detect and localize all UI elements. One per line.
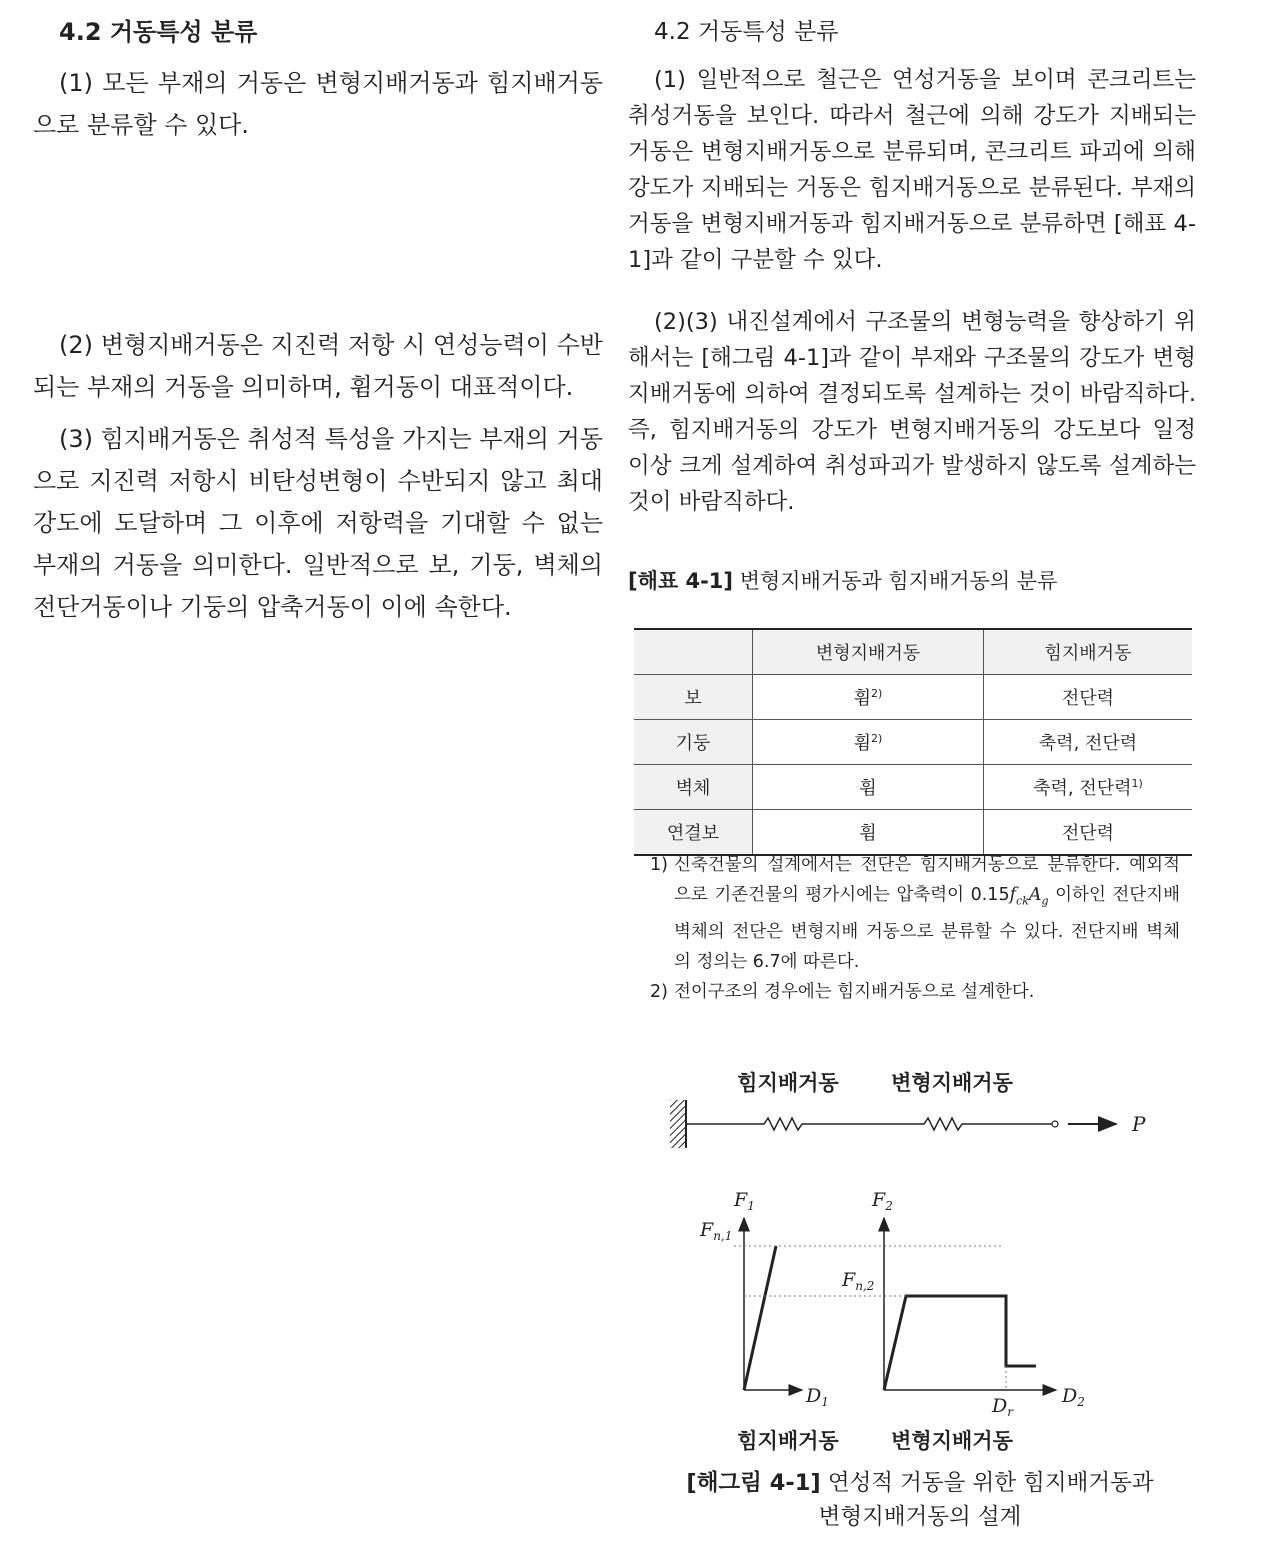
row-force: 전단력 [984, 675, 1193, 720]
f2-label: $F_2$ [872, 1189, 893, 1213]
spring-end-node [1052, 1121, 1058, 1127]
fixed-support [670, 1100, 686, 1148]
table-row [634, 765, 1192, 810]
row-force: 축력, 전단력 [984, 720, 1193, 765]
graph-label-deformation: 변형지배거동 [891, 1429, 1013, 1453]
fn1-label: $F_{n,1}$ [700, 1219, 733, 1243]
row-name: 보 [634, 675, 753, 720]
table-row [634, 810, 1192, 856]
row-deformation: 휨$^{2)}$ [753, 720, 984, 765]
caption-line-1: 연성적 거동을 위한 힘지배거동과 [827, 1470, 1154, 1496]
classification-table [634, 628, 1192, 856]
spring-label-deformation: 변형지배거동 [891, 1071, 1013, 1095]
caption-label: [해그림 4-1] [686, 1470, 821, 1496]
f1-label: $F_1$ [734, 1189, 755, 1213]
table-header-deformation: 변형지배거동 [753, 629, 984, 675]
table-row [634, 720, 1192, 765]
row-name: 연결보 [634, 810, 753, 856]
behavior-figure [660, 1060, 1180, 1460]
table-note [650, 977, 1180, 1007]
right-column [628, 10, 1196, 596]
table-header-row [634, 629, 1192, 675]
left-column [33, 10, 603, 628]
table-title [628, 566, 1196, 596]
table-row [634, 675, 1192, 720]
fn2-label: $F_{n,2}$ [842, 1269, 875, 1293]
row-deformation: 휨 [753, 765, 984, 810]
section-heading-left: 4.2 거동특성 분류 [59, 18, 258, 46]
paragraph-1-right: (1) 일반적으로 철근은 연성거동을 보이며 콘크리트는 취성거동을 보인다. 따라서 철근에 의해 강도가 지배되는 거동은 변형지배거동으로 분류되며, 콘크리트 파괴에 의해 강도가 지배되는 거동은 힘지배거동으로 분류된다. 부재의 거동을 변형지배거동과 힘지배거동으로 분류하면 [해표 4-1]과 같이 구분할 수 있다. [628, 67, 1196, 273]
row-name: 기둥 [634, 720, 753, 765]
table-notes [650, 850, 1180, 1007]
table-label: [해표 4-1] [628, 569, 734, 593]
dr-label: $D_r$ [992, 1395, 1013, 1419]
paragraph-3-left: (3) 힘지배거동은 취성적 특성을 가지는 부재의 거동으로 지진력 저항시 비탄성변형이 수반되지 않고 최대강도에 도달하며 그 이후에 저항력을 기대할 수 없는 부재의 거동을 의미한다. 일반적으로 보, 기둥, 벽체의 전단거동이나 기둥의 압축거동이 이에 속한다. [33, 425, 603, 621]
spring-label-force: 힘지배거동 [737, 1071, 839, 1095]
note-text: 신축건물의 설계에서는 전단은 힘지배거동으로 분류한다. 예외적으로 기존건물의 평가시에는 압축력이 $0.15f_{ck}A_g$ 이하인 전단지배 벽체의 전단은 변형지배 거동으로 분류할 수 있다. 전단지배 벽체의 정의는 6.7에 따른다. [674, 855, 1180, 972]
graph-label-force: 힘지배거동 [737, 1429, 839, 1453]
note-number: 1) [650, 855, 668, 875]
note-text: 전이구조의 경우에는 힘지배거동으로 설계한다. [674, 981, 1035, 1002]
table-title-text: 변형지배거동과 힘지배거동의 분류 [739, 569, 1058, 593]
deformation-controlled-curve [884, 1296, 1036, 1390]
paragraph-2-left: (2) 변형지배거동은 지진력 저항 시 연성능력이 수반되는 부재의 거동을 의미하며, 휨거동이 대표적이다. [33, 331, 603, 401]
force-controlled-curve [744, 1246, 776, 1390]
table-note [650, 850, 1180, 977]
d1-label: $D_1$ [806, 1385, 829, 1409]
table-header-empty [634, 629, 753, 675]
load-label: P [1132, 1112, 1146, 1136]
figure-caption [660, 1466, 1180, 1534]
paragraph-2-right: (2)(3) 내진설계에서 구조물의 변형능력을 향상하기 위해서는 [해그림 4-1]과 같이 부재와 구조물의 강도가 변형지배거동에 의하여 결정되도록 설계하는 것이 바람직하다. 즉, 힘지배거동의 강도가 변형지배거동의 강도보다 일정 이상 크게 설계하여 취성파괴가 발생하지 않도록 설계하는 것이 바람직하다. [628, 309, 1196, 515]
caption-line-2: 변형지배거동의 설계 [818, 1504, 1022, 1530]
row-deformation: 휨$^{2)}$ [753, 675, 984, 720]
d2-label: $D_2$ [1062, 1385, 1085, 1409]
row-name: 벽체 [634, 765, 753, 810]
note-number: 2) [650, 981, 668, 1002]
section-heading-right: 4.2 거동특성 분류 [654, 19, 839, 45]
row-force: 축력, 전단력$^{1)}$ [984, 765, 1193, 810]
row-force: 전단력 [984, 810, 1193, 856]
paragraph-1-left: (1) 모든 부재의 거동은 변형지배거동과 힘지배거동으로 분류할 수 있다. [33, 69, 603, 139]
row-deformation: 휨 [753, 810, 984, 856]
table-header-force: 힘지배거동 [984, 629, 1193, 675]
series-springs [686, 1118, 1052, 1130]
